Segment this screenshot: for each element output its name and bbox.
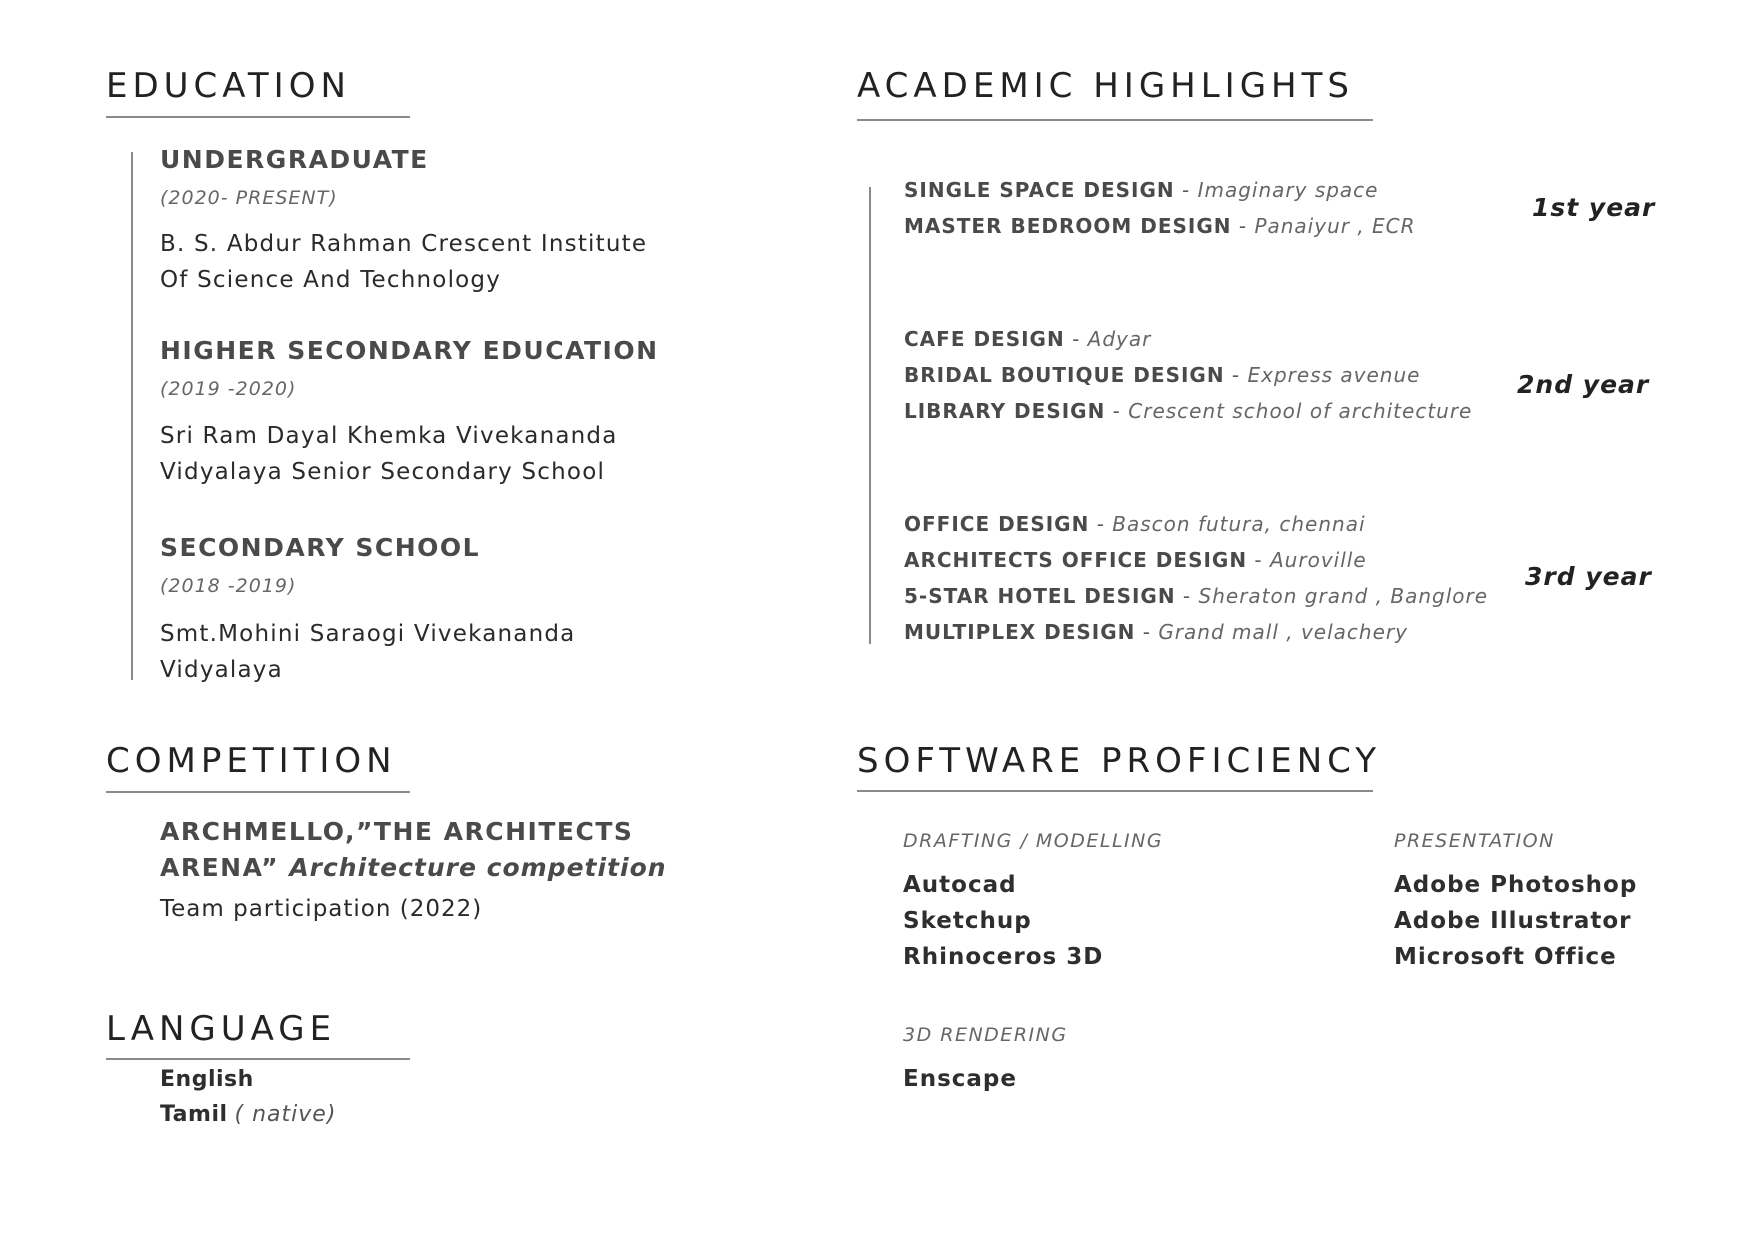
project-separator: - [1175,584,1199,608]
project-location: Crescent school of architecture [1128,399,1473,423]
project-separator: - [1064,327,1088,351]
institution-line: Vidyalaya Senior Secondary School [160,459,606,485]
software-item: Adobe Illustrator [1394,908,1632,934]
education-title-rule [106,116,410,118]
project-name: LIBRARY DESIGN [904,399,1106,423]
project-item [904,620,1408,644]
education-institution [160,418,618,490]
language-name: English [160,1067,254,1092]
project-location: Imaginary space [1197,178,1379,202]
software-category-label: PRESENTATION [1394,830,1555,852]
project-item [904,178,1379,202]
education-title: EDUCATION [106,66,351,106]
project-separator: - [1089,512,1113,536]
language-title-rule [106,1058,410,1060]
project-separator: - [1105,399,1129,423]
project-name: SINGLE SPACE DESIGN [904,178,1175,202]
software-item: Autocad [903,872,1017,898]
competition-title: COMPETITION [106,741,397,781]
education-level: SECONDARY SCHOOL [160,533,481,562]
project-item [904,214,1416,238]
project-name: CAFE DESIGN [904,327,1065,351]
language-name: Tamil [160,1102,228,1127]
project-location: Grand mall , velachery [1158,620,1408,644]
competition-name-line [160,850,667,886]
software-category-label: DRAFTING / MODELLING [903,830,1164,852]
presentation-software-list [1394,867,1637,975]
software-item: Microsoft Office [1394,944,1617,970]
institution-line: Vidyalaya [160,657,283,683]
project-location: Sheraton grand , Banglore [1198,584,1489,608]
drafting-software-list [903,867,1103,975]
project-item [904,548,1367,572]
project-separator: - [1224,363,1248,387]
project-separator: - [1231,214,1255,238]
project-name: MASTER BEDROOM DESIGN [904,214,1232,238]
project-item [904,584,1488,608]
education-institution [160,616,575,688]
institution-line: Sri Ram Dayal Khemka Vivekananda [160,423,618,449]
competition-name [160,814,667,886]
competition-detail: Team participation (2022) [160,896,483,922]
project-item [904,327,1151,351]
project-separator: - [1174,178,1198,202]
competition-type: Architecture competition [289,853,667,882]
competition-name-end: ARENA” [160,853,280,882]
language-item [160,1067,254,1092]
project-location: Adyar [1087,327,1152,351]
year-label: 2nd year [1517,370,1650,399]
education-timeline-line [131,152,133,680]
software-item: Enscape [903,1066,1017,1092]
software-item: Sketchup [903,908,1032,934]
institution-line: Smt.Mohini Saraogi Vivekananda [160,621,576,647]
software-category-label: 3D RENDERING [903,1024,1068,1046]
education-years: (2019 -2020) [160,378,297,400]
competition-title-rule [106,791,410,793]
year-label: 3rd year [1525,562,1652,591]
software-item: Adobe Photoshop [1394,872,1638,898]
rendering-software-list [903,1061,1017,1097]
education-years: (2020- PRESENT) [160,187,338,209]
academic-highlights-title: ACADEMIC HIGHLIGHTS [857,66,1354,106]
project-location: Panaiyur , ECR [1254,214,1416,238]
institution-line: B. S. Abdur Rahman Crescent Institute [160,231,648,257]
project-name: 5-STAR HOTEL DESIGN [904,584,1176,608]
education-years: (2018 -2019) [160,575,297,597]
institution-line: Of Science And Technology [160,267,502,293]
education-institution [160,226,647,298]
year-label: 1st year [1532,193,1656,222]
education-level: HIGHER SECONDARY EDUCATION [160,336,659,365]
project-item [904,363,1420,387]
project-separator: - [1135,620,1159,644]
language-item [160,1102,336,1127]
project-location: Auroville [1270,548,1367,572]
academic-timeline-line [869,187,871,644]
language-title: LANGUAGE [106,1009,337,1049]
competition-name-line: ARCHMELLO,”THE ARCHITECTS [160,817,634,846]
software-item: Rhinoceros 3D [903,944,1104,970]
academic-title-rule [857,119,1373,121]
project-location: Bascon futura, chennai [1112,512,1366,536]
education-level: UNDERGRADUATE [160,145,429,174]
project-item [904,399,1472,423]
project-item [904,512,1366,536]
project-name: ARCHITECTS OFFICE DESIGN [904,548,1248,572]
project-name: BRIDAL BOUTIQUE DESIGN [904,363,1225,387]
project-name: MULTIPLEX DESIGN [904,620,1136,644]
language-note: ( native) [234,1102,337,1127]
software-title-rule [857,790,1373,792]
project-name: OFFICE DESIGN [904,512,1090,536]
project-location: Express avenue [1247,363,1421,387]
project-separator: - [1247,548,1270,572]
software-title: SOFTWARE PROFICIENCY [857,741,1382,781]
